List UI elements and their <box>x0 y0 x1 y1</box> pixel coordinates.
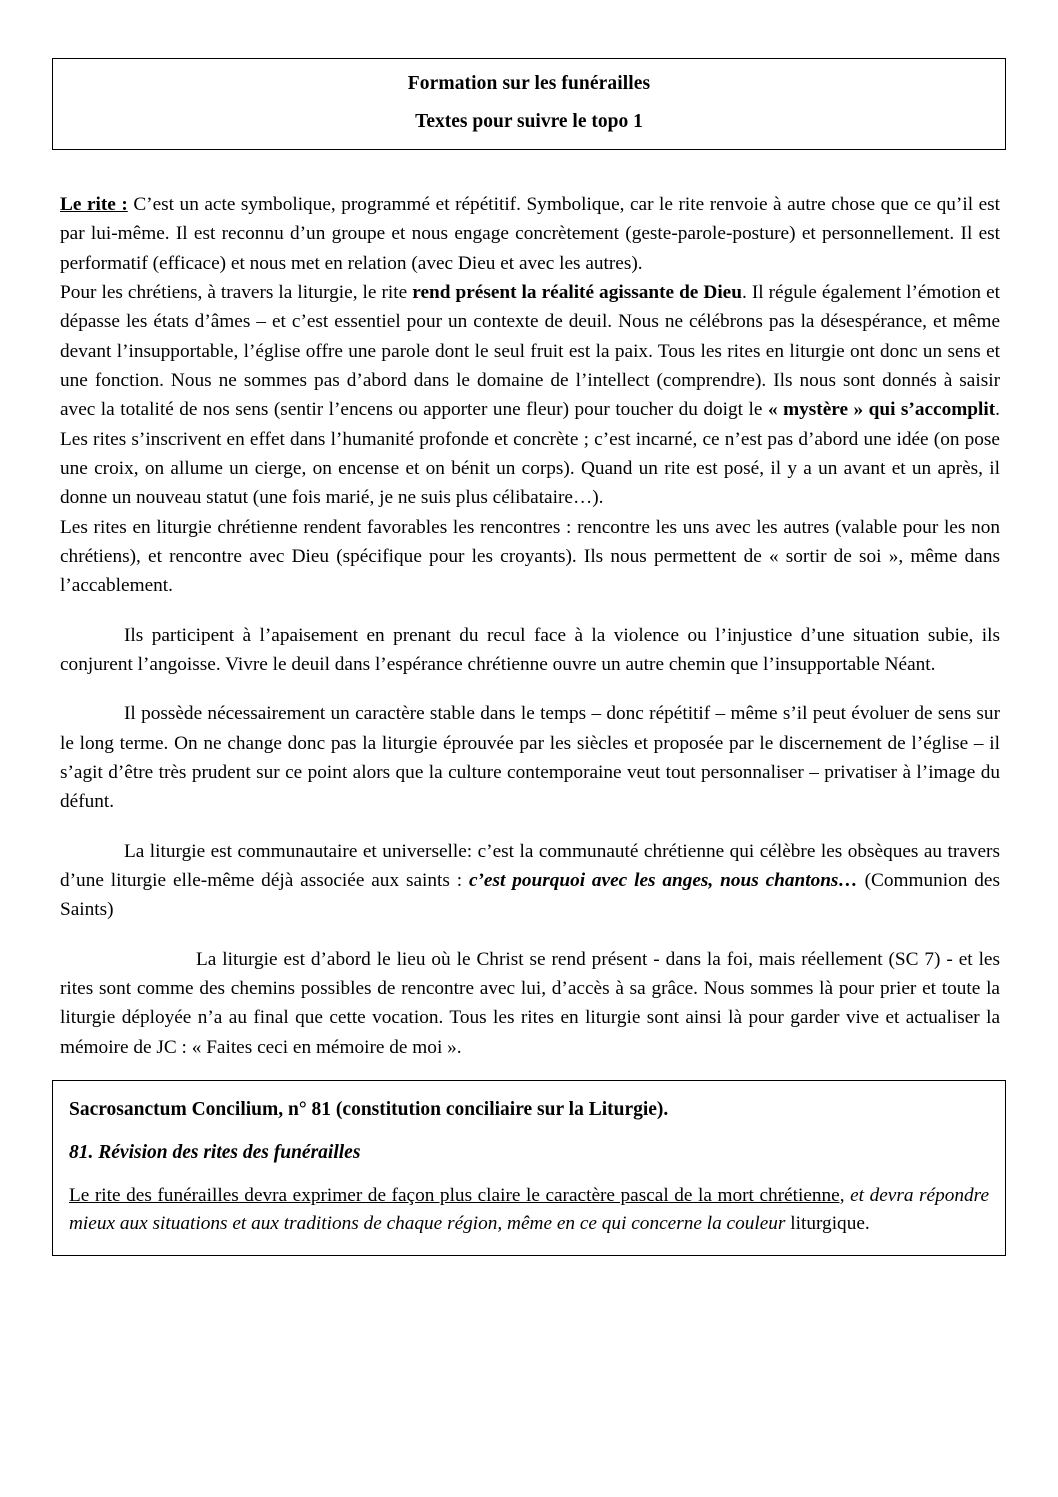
paragraph-rencontres <box>60 513 1000 601</box>
document-header-box <box>52 58 1006 150</box>
paragraph-communautaire <box>60 837 1000 925</box>
communautaire-text-c: (Communion des Saints) <box>60 869 1000 921</box>
rencontres-text: Les rites en liturgie chrétienne rendent favorables les rencontres : rencontre les uns avec les autres (valable pour les non chrétiens), et rencontre avec Dieu (spécifique pour les croyants). Ils nous permettent de « sortir de soi », même dans l’accablement. <box>60 516 1000 597</box>
communautaire-bolditalic-b: c’est pourquoi avec les anges, nous chantons… <box>468 869 858 891</box>
paragraph-spacer <box>60 601 1000 621</box>
rite-text: C’est un acte symbolique, programmé et répétitif. Symbolique, car le rite renvoie à autre chose que ce qu’il est par lui-même. Il est reconnu d’un groupe et nous engage concrètement (geste-parole-posture) et personnellement. Il est performatif (efficace) et nous met en relation (avec Dieu et avec les autres). <box>60 194 1001 274</box>
rite-label: Le rite : <box>60 194 128 215</box>
sacrosanctum-text-italic: et devra répondre mieux aux situations et aux traditions de chaque région, même en ce qui concerne la couleur <box>69 1184 989 1235</box>
sacrosanctum-subtitle: 81. Révision des rites des funérailles <box>69 1142 361 1164</box>
chretiens-text-c: . Il régule également l’émotion et dépasse les états d’âmes – et c’est essentiel pour un contexte de deuil. Nous ne célébrons pas la désespérance, et même devant l’insupportable, l’église offre une parole dont le seul fruit est la paix. Tous les rites en liturgie ont donc un sens et une fonction. Nous ne sommes pas d’abord dans le domaine de l’intellect (comprendre). Ils nous sont donnés à saisir avec la totalité de nos sens (sentir l’encens ou apporter une fleur) pour toucher du doigt le <box>60 281 1001 421</box>
chretiens-bold-d: « mystère » qui s’accomplit <box>767 399 996 421</box>
caractere-stable-text: Il possède nécessairement un caractère stable dans le temps – donc répétitif – même s’il peut évoluer de sens sur le long terme. On ne change donc pas la liturgie éprouvée par les siècles et proposée par le discernement de l’église – il s’agit d’être très prudent sur ce point alors que la culture contemporaine veut tout personnaliser – privatiser à l’image du défunt. <box>60 703 1000 813</box>
sacrosanctum-text <box>69 1182 989 1240</box>
sacrosanctum-title: Sacrosanctum Concilium, n° 81 (constitution conciliaire sur la Liturgie). <box>69 1099 669 1120</box>
chretiens-text-a: Pour les chrétiens, à travers la liturgie, le rite <box>60 281 413 303</box>
paragraph-chretiens <box>60 278 1000 513</box>
communautaire-text-a: La liturgie est communautaire et universelle: c’est la communauté chrétienne qui célèbre les obsèques au travers d’une liturgie elle-même déjà associée aux saints : <box>60 840 1000 891</box>
sacrosanctum-box <box>52 1080 1006 1256</box>
paragraph-spacer <box>60 679 1000 699</box>
paragraph-caractere-stable <box>60 699 1000 816</box>
chretiens-text-e: . Les rites s’inscrivent en effet dans l’humanité profonde et concrète ; c’est incarné, ce n’est pas d’abord une idée (on pose une croix, on allume un cierge, on encense et on bénit un corps). Quand un rite est posé, il y a un avant et un après, il donne un nouveau statut (une fois marié, je ne suis plus célibataire…). <box>60 399 1000 509</box>
paragraph-liturgie-lieu <box>60 945 1000 1062</box>
paragraph-spacer <box>60 925 1000 945</box>
sacrosanctum-text-underlined: Le rite des funérailles devra exprimer de façon plus claire le caractère pascal de la mort chrétienne, <box>69 1184 845 1206</box>
paragraph-spacer <box>60 817 1000 837</box>
chretiens-bold-b: rend présent la réalité agissante de Dieu <box>412 281 742 303</box>
apaisement-text: Ils participent à l’apaisement en prenant du recul face à la violence ou l’injustice d’une situation subie, ils conjurent l’angoisse. Vivre le deuil dans l’espérance chrétienne ouvre un autre chemin que l’insupportable Néant. <box>60 624 1000 675</box>
paragraph-rite <box>60 190 1000 278</box>
liturgie-lieu-text: La liturgie est d’abord le lieu où le Christ se rend présent - dans la foi, mais réellement (SC 7) - et les rites sont comme des chemins possibles de rencontre avec lui, d’accès à sa grâce. Nous sommes là pour prier et toute la liturgie déployée n’a au final que cette vocation. Tous les rites en liturgie sont ainsi là pour garder vive et actualiser la mémoire de JC : « Faites ceci en mémoire de moi ». <box>60 948 1000 1058</box>
document-body <box>60 190 1000 1062</box>
sacrosanctum-text-tail: liturgique. <box>785 1213 870 1235</box>
document-title: Formation sur les funérailles <box>407 73 651 94</box>
document-subtitle: Textes pour suivre le topo 1 <box>415 111 643 133</box>
paragraph-apaisement <box>60 621 1000 680</box>
